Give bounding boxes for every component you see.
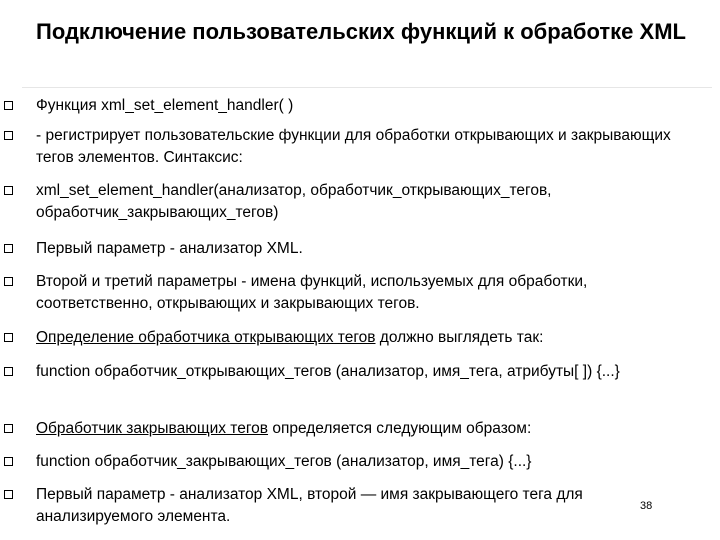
underlined-term: Определение обработчика открывающих тегов bbox=[36, 329, 376, 346]
square-bullet-icon bbox=[4, 457, 13, 466]
slide-page-number: 38 bbox=[640, 500, 653, 512]
item-text bbox=[36, 95, 701, 117]
square-bullet-icon bbox=[4, 333, 13, 342]
title-divider bbox=[22, 87, 712, 88]
item-text bbox=[36, 418, 701, 440]
item-text: - регистрирует пользовательские функции для обработки открывающих и закрывающих тегов элементов. Синтаксис: bbox=[36, 127, 671, 166]
square-bullet-icon bbox=[4, 367, 13, 376]
item-text: Второй и третий параметры - имена функций, используемых для обработки, соответственно, открывающих и закрывающих тегов. bbox=[36, 273, 588, 312]
square-bullet-icon bbox=[4, 424, 13, 433]
square-bullet-icon bbox=[4, 131, 13, 140]
item-text-part: должно выглядеть так: bbox=[375, 329, 544, 346]
item-text bbox=[36, 327, 701, 349]
item-text-part: определяется следующим образом: bbox=[268, 420, 532, 437]
item-text-part: Функция bbox=[36, 97, 102, 114]
square-bullet-icon bbox=[4, 244, 13, 253]
function-name: xml_set_element_handler( ) bbox=[101, 97, 294, 114]
underlined-term: Обработчик закрывающих тегов bbox=[36, 420, 269, 437]
item-text: Первый параметр - анализатор XML. bbox=[36, 240, 303, 257]
square-bullet-icon bbox=[4, 277, 13, 286]
item-text: function обработчик_закрывающих_тегов (анализатор, имя_тега) {...} bbox=[36, 453, 532, 470]
square-bullet-icon bbox=[4, 186, 13, 195]
square-bullet-icon bbox=[4, 490, 13, 499]
item-text: function обработчик_открывающих_тегов (анализатор, имя_тега, атрибуты[ ]) {...} bbox=[36, 363, 620, 380]
slide-title: Подключение пользовательских функций к обработке XML bbox=[36, 19, 686, 44]
item-text: Первый параметр - анализатор XML, второй — имя закрывающего тега для анализируемого элемента. bbox=[36, 486, 583, 525]
square-bullet-icon bbox=[4, 101, 13, 110]
item-text: xml_set_element_handler(анализатор, обработчик_открывающих_тегов, обработчик_закрывающих_тегов) bbox=[36, 182, 552, 221]
